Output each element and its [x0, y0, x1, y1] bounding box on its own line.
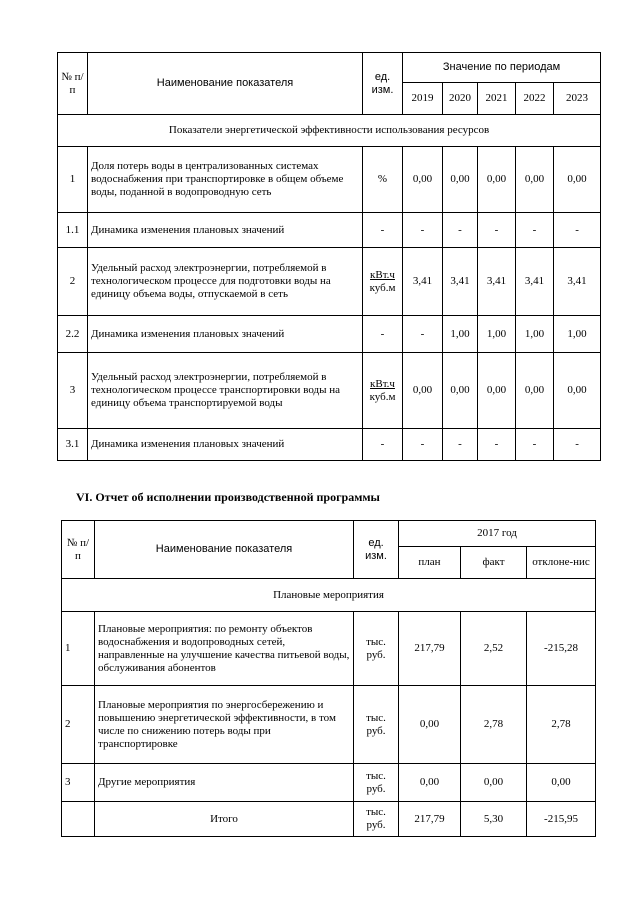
row-name: Доля потерь воды в централизованных системах водоснабжения при транспортировке в общем объеме воды, поданной в водопроводную сеть [88, 147, 363, 213]
header-year: 2022 [516, 83, 554, 115]
row-value: 0,00 [554, 147, 601, 213]
row-value: 1,00 [516, 316, 554, 353]
row-num: 3.1 [58, 429, 88, 461]
unit-top: - [380, 223, 385, 236]
header-year: 2023 [554, 83, 601, 115]
row-value: 0,00 [516, 353, 554, 429]
row-value: 3,41 [554, 248, 601, 316]
header-num: № п/п [58, 53, 88, 115]
row-num: 1 [62, 612, 95, 686]
row-num: 2 [62, 686, 95, 764]
table-row [62, 764, 596, 802]
table-row [58, 147, 601, 213]
row-value: - [403, 213, 443, 248]
row-unit: тыс. руб. [354, 686, 399, 764]
row-unit [363, 429, 403, 461]
row-value: 0,00 [443, 147, 478, 213]
row-value: - [403, 429, 443, 461]
table-row [62, 612, 596, 686]
row-value: 0,00 [403, 353, 443, 429]
row-unit [363, 316, 403, 353]
total-name: Итого [95, 802, 354, 837]
total-num [62, 802, 95, 837]
energy-efficiency-table [57, 52, 601, 461]
row-name: Динамика изменения плановых значений [88, 213, 363, 248]
row-value: 217,79 [399, 612, 461, 686]
row-value: 3,41 [443, 248, 478, 316]
total-row [62, 802, 596, 837]
unit-bottom: куб.м [369, 390, 396, 403]
total-unit: тыс. руб. [354, 802, 399, 837]
unit-top: кВт.ч [370, 377, 395, 390]
row-value: 3,41 [403, 248, 443, 316]
total-value: 217,79 [399, 802, 461, 837]
row-unit [363, 248, 403, 316]
row-name: Плановые мероприятия по энергосбережению и повышению энергетической эффективности, в том числе по снижению потерь воды при транспортировке [95, 686, 354, 764]
table-row [58, 248, 601, 316]
row-num: 2 [58, 248, 88, 316]
row-value: - [554, 213, 601, 248]
unit-top: % [377, 173, 388, 185]
row-value: 1,00 [478, 316, 516, 353]
row-value: 0,00 [443, 353, 478, 429]
row-value: 0,00 [478, 147, 516, 213]
header-year: 2017 год [399, 521, 596, 547]
row-value: - [478, 213, 516, 248]
row-value: 0,00 [461, 764, 527, 802]
row-value: 3,41 [478, 248, 516, 316]
row-num: 3 [62, 764, 95, 802]
row-value: 1,00 [443, 316, 478, 353]
header-col: отклоне-нис [527, 547, 596, 579]
row-value: - [478, 429, 516, 461]
table-row [58, 353, 601, 429]
row-value: - [443, 429, 478, 461]
unit-top: - [380, 438, 385, 450]
table-row [58, 213, 601, 248]
row-unit [363, 213, 403, 248]
row-value: - [554, 429, 601, 461]
section-title: Плановые мероприятия [62, 579, 596, 612]
row-value: 0,00 [478, 353, 516, 429]
row-value: 2,78 [461, 686, 527, 764]
row-value: - [516, 429, 554, 461]
row-value: - [516, 213, 554, 248]
header-year: 2019 [403, 83, 443, 115]
unit-top: кВт.ч [370, 268, 395, 281]
header-col: план [399, 547, 461, 579]
row-value: 3,41 [516, 248, 554, 316]
row-value: -215,28 [527, 612, 596, 686]
row-num: 2.2 [58, 316, 88, 353]
total-value: 5,30 [461, 802, 527, 837]
row-value: 0,00 [516, 147, 554, 213]
total-value: -215,95 [527, 802, 596, 837]
header-year: 2020 [443, 83, 478, 115]
row-value: 0,00 [399, 686, 461, 764]
header-name: Наименование показателя [95, 521, 354, 579]
row-unit [363, 147, 403, 213]
section-heading: VI. Отчет об исполнении производственной программы [76, 490, 380, 504]
row-value: 0,00 [399, 764, 461, 802]
table-row [58, 316, 601, 353]
row-name: Удельный расход электроэнергии, потребляемой в технологическом процессе транспортировки воды на единицу объема транспортируемой воды [88, 353, 363, 429]
header-unit: ед. изм. [363, 53, 403, 115]
row-value: 0,00 [554, 353, 601, 429]
table-row [58, 429, 601, 461]
row-unit [363, 353, 403, 429]
table-row [62, 686, 596, 764]
row-name: Другие мероприятия [95, 764, 354, 802]
section-title: Показатели энергетической эффективности использования ресурсов [58, 115, 601, 147]
row-value: 0,00 [403, 147, 443, 213]
row-value: 2,78 [527, 686, 596, 764]
row-num: 1 [58, 147, 88, 213]
row-value: - [443, 213, 478, 248]
unit-bottom: куб.м [369, 281, 396, 294]
header-name: Наименование показателя [88, 53, 363, 115]
production-program-table [61, 520, 596, 837]
row-unit: тыс. руб. [354, 764, 399, 802]
row-num: 3 [58, 353, 88, 429]
row-name: Удельный расход электроэнергии, потребляемой в технологическом процессе для подготовки воды на единицу объема воды, отпускаемой в сеть [88, 248, 363, 316]
header-periods: Значение по периодам [403, 53, 601, 83]
header-num: № п/п [62, 521, 95, 579]
row-value: 1,00 [554, 316, 601, 353]
header-unit: ед. изм. [354, 521, 399, 579]
row-num: 1.1 [58, 213, 88, 248]
header-col: факт [461, 547, 527, 579]
row-value: 2,52 [461, 612, 527, 686]
row-unit: тыс. руб. [354, 612, 399, 686]
unit-top: - [380, 327, 385, 340]
row-name: Плановые мероприятия: по ремонту объектов водоснабжения и водопроводных сетей, направленные на улучшение качества питьевой воды, обслуживания абонентов [95, 612, 354, 686]
row-name: Динамика изменения плановых значений [88, 429, 363, 461]
row-value: - [403, 316, 443, 353]
header-year: 2021 [478, 83, 516, 115]
row-value: 0,00 [527, 764, 596, 802]
row-name: Динамика изменения плановых значений [88, 316, 363, 353]
